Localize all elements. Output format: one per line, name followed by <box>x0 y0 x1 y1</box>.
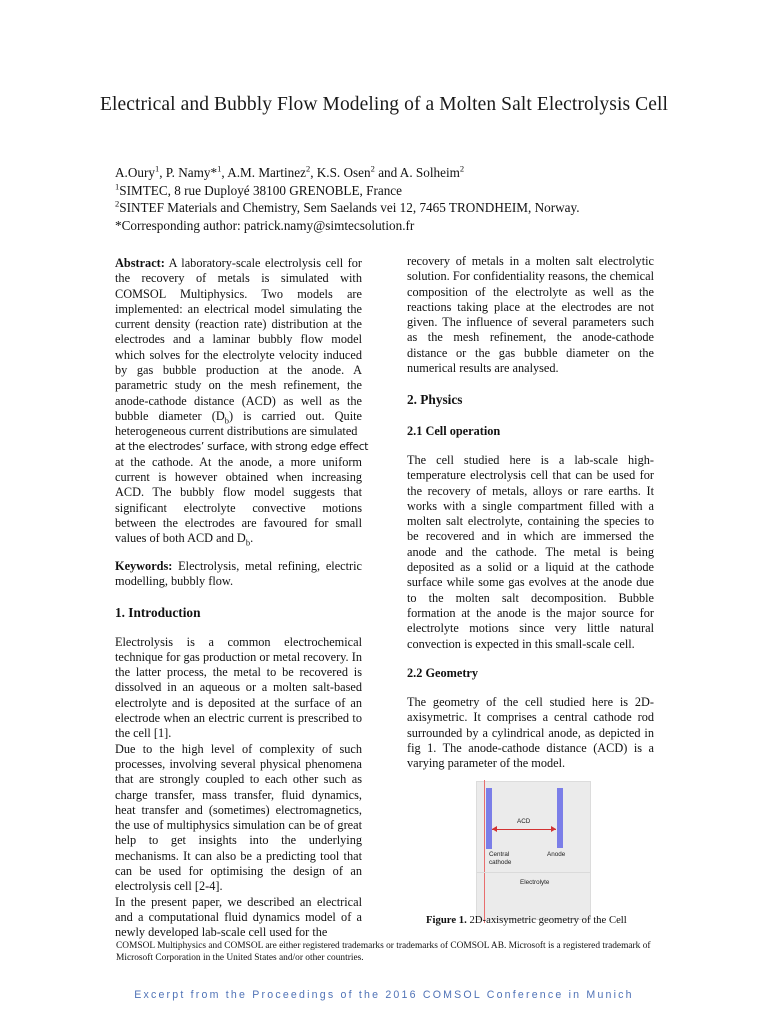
right-column <box>407 254 654 772</box>
affiliation-2: $^2$SINTEF Materials and Chemistry, Sem Saelands vei 12, 7465 TRONDHEIM, Norway. <box>115 198 580 216</box>
acd-arrow <box>492 829 556 830</box>
intro-heading: 1. Introduction <box>115 605 201 621</box>
cathode-label: Central cathode <box>489 851 512 866</box>
left-column <box>115 256 369 940</box>
figure-caption: Figure 1. 2D-axisymetric geometry of the Cell <box>426 914 627 926</box>
physics-heading: 2. Physics <box>407 392 463 408</box>
abstract-special-line: at the electrodes’ surface, with strong edge effect <box>115 440 369 453</box>
acd-label: ACD <box>517 818 531 825</box>
affiliation-1: $^1$SIMTEC, 8 rue Duployé 38100 GRENOBLE, France <box>115 181 403 198</box>
intro-paragraph-continued: recovery of metals in a molten salt electrolytic solution. For confidentiality reasons, the chemical composition of the electrolyte as well as the reactions taking place at the electrodes are not given. The influence of several parameters such as the mesh refinement, the anode-cathode distance or the gas bubble diameter on the numerical results are analysed. <box>407 254 654 376</box>
cell-floor-line <box>477 872 590 873</box>
corresponding-author: *Corresponding author: patrick.namy@simtecsolution.fr <box>115 217 415 233</box>
cell-geometry-figure <box>476 781 591 920</box>
acd-arrowhead-right <box>551 826 556 832</box>
cell-operation-paragraph: The cell studied here is a lab-scale high-temperature electrolysis cell that can be used for the recovery of metals, alloys or rare earths. It works with a single compartment filled with a molten salt electrolyte, containing the species to be recovered and in which are immersed the anode and the cathode. The metal is being deposited as a solid or a liquid at the cathode surface while some gas evolves at the anode due to the molten salt decomposition. Bubble formation at the anode is the major source for electrolyte motions since very little natural convection is expected in this small-scale cell. <box>407 452 654 651</box>
intro-paragraph-1: Electrolysis is a common electrochemical technique for gas production or metal recovery. In the latter process, the metal to be recovered is dissolved in an aqueous or a molten salt-based electrolyte and is deposited at the surface of an electrode when an electric current is prescribed to the cell [1]. <box>115 634 362 741</box>
symmetry-axis-line <box>484 780 485 923</box>
conference-footer: Excerpt from the Proceedings of the 2016 COMSOL Conference in Munich <box>134 989 634 1001</box>
cell-operation-heading: 2.1 Cell operation <box>407 423 501 438</box>
intro-paragraph-3: In the present paper, we described an electrical and a computational fluid dynamics model of a newly developed lab-scale cell used for the <box>115 894 362 940</box>
paper-title: Electrical and Bubbly Flow Modeling of a Molten Salt Electrolysis Cell <box>99 94 669 115</box>
anode-rod <box>557 788 563 848</box>
author-block <box>115 164 675 234</box>
author-list: A.Oury$^1$, P. Namy*$^1$, A.M. Martinez$^2$, K.S. Osen$^2$ and A. Solheim$^2$ <box>115 163 465 180</box>
central-cathode-rod <box>486 788 492 849</box>
keywords: Keywords: Electrolysis, metal refining, electric modelling, bubbly flow. <box>115 558 362 588</box>
trademark-footnote: COMSOL Multiphysics and COMSOL are either registered trademarks or trademarks of COMSOL AB. Microsoft is a registered trademark of Microsoft Corporation in the United States and/or other countries. <box>116 941 651 963</box>
geometry-paragraph: The geometry of the cell studied here is 2D-axisymetric. It comprises a central cathode rod surrounded by a cylindrical anode, as depicted in fig 1. The anode-cathode distance (ACD) is a varying parameter of the model. <box>407 695 654 771</box>
electrolyte-label: Electrolyte <box>520 879 550 886</box>
anode-label: Anode <box>547 851 566 858</box>
abstract: Abstract: A laboratory-scale electrolysis cell for the recovery of metals is simulated with COMSOL Multiphysics. Two models are implemented: an electrical model simulating the current density (reaction rate) distribution at the electrodes and a laminar bubbly flow model which solves for the electrolyte velocity induced by gas bubble production at the anode. A parametric study on the mesh refinement, the anode-cathode distance (ACD) as well as the bubble diameter $(D_b)$ is carried out. Quite heterogeneous current distributions are simulated at the electrodes’ surface, with strong edge effect at the cathode. At the anode, a more uniform current is however obtained when increasing ACD. The bubbly flow model suggests that significant electrolyte convective motions between the electrodes are favoured for small values of both ACD and $D_b$. <box>115 256 369 548</box>
geometry-heading: 2.2 Geometry <box>407 665 479 680</box>
acd-arrowhead-left <box>492 826 497 832</box>
intro-paragraph-2: Due to the high level of complexity of such processes, involving several physical phenomena that are strongly coupled to each other such as charge transfer, mass transfer, fluid dynamics, heat transfer and (sometimes) electromagnetics, the use of multiphysics simulation can be of great help to get insights into the underlying mechanisms. It can also be a predicting tool that can be used for optimising the design of an electrolysis cell [2-4]. <box>115 741 362 894</box>
